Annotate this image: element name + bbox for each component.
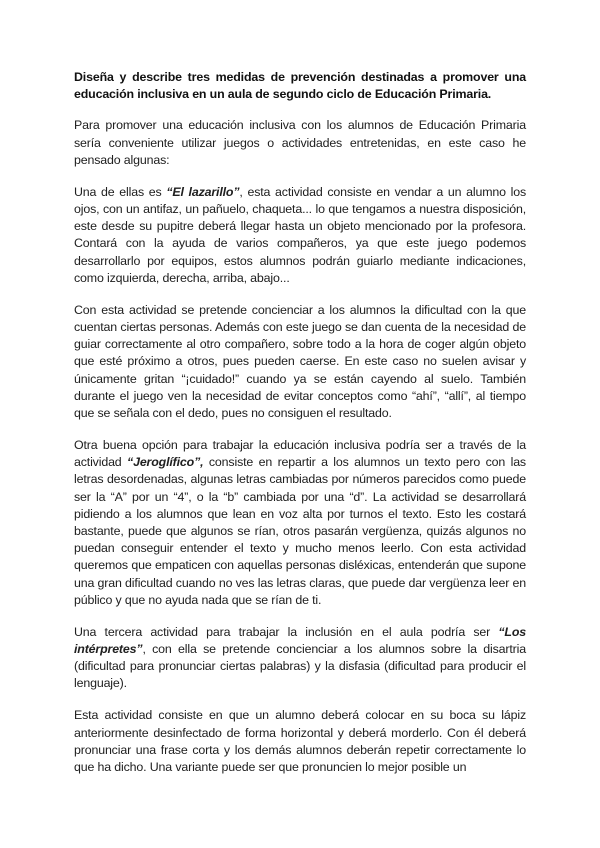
paragraph-text: , esta actividad consiste en vendar a un alumno los ojos, con un antifaz, un pañuelo, chaqueta... lo que tengamos a nuestra disposición, este desde su pupitre deberá llegar hasta un objeto mencionado por la profesora. Contará con la ayuda de varios compañeros, ya que este juego podemos desarrollarlo por equipos, estos alumnos podrán guiarlo mediante indicaciones, como izquierda, derecha, arriba, abajo... [74, 184, 527, 285]
paragraph-text: Otra buena opción para trabajar la educación inclusiva podría ser a través de la actividad [74, 438, 526, 470]
paragraph-interpretes-description: Esta actividad consiste en que un alumno deberá colocar en su boca su lápiz anteriormente desinfectado de forma horizontal y deberá morderlo. Con él deberá pronunciar una frase corta y los demás alumnos deberán repetir correctamente lo que ha dicho. Una variante puede ser que pronuncien lo mejor posible un [74, 708, 526, 775]
paragraph-text: consiste en repartir a los alumnos un texto pero con las letras desordenadas, algunas letras cambiadas por números parecidos como puede ser la “A” por un “4”, o la “b” cambiada por una “d”. La actividad se desarrollará pidiendo a los alumnos que lean en voz alta por turnos el texto. Esto les costará bastante, puede que algunos se rían, otros pasarán vergüenza, quizás algunos no puedan conseguir entender el texto y mucho menos leerlo. Con esta actividad queremos que empaticen con aquellas personas disléxicas, entenderán que supone una gran dificultad cuando no ves las letras claras, que puede dar vergüenza leer en público y que no ayuda nada que se rían de ti. [74, 455, 526, 607]
activity-name-lazarillo: “El lazarillo” [166, 184, 240, 199]
paragraph-text: , con ella se pretende concienciar a los alumnos sobre la disartria (dificultad para pronunciar ciertas palabras) y la disfasia (dificultad para producir el lenguaje). [74, 642, 526, 691]
document-body [74, 69, 526, 791]
paragraph-lazarillo [74, 184, 526, 287]
paragraph-intro: Para promover una educación inclusiva con los alumnos de Educación Primaria sería conveniente utilizar juegos o actividades entretenidas, en este caso he pensado algunas: [74, 118, 526, 167]
activity-name-interpretes: “Los intérpretes” [74, 624, 526, 657]
paragraph-lazarillo-purpose: Con esta actividad se pretende concienciar a los alumnos la dificultad con la que cuentan ciertas personas. Además con este juego se dan cuenta de la necesidad de guiar correctamente al otro compañero, sobre todo a la hora de coger algún objeto que esté próximo a otros, pues pueden caerse. En este caso no suelen avisar y únicamente gritan “¡cuidado!” cuando ya se están cayendo al suelo. También durante el juego ven la necesidad de evitar conceptos como “ahí”, “allí”, al tiempo que se señala con el dedo, pues no consiguen el resultado. [74, 302, 526, 421]
paragraph-jeroglifico [74, 437, 526, 609]
paragraph-text: Una de ellas es [74, 184, 167, 199]
document-heading: Diseña y describe tres medidas de prevención destinadas a promover una educación inclusiva en un aula de segundo ciclo de Educación Primaria. [74, 70, 526, 102]
paragraph-text: Una tercera actividad para trabajar la inclusión en el aula podría ser [74, 624, 499, 639]
activity-name-jeroglifico: “Jeroglífico”, [127, 455, 204, 470]
paragraph-interpretes [74, 624, 526, 693]
